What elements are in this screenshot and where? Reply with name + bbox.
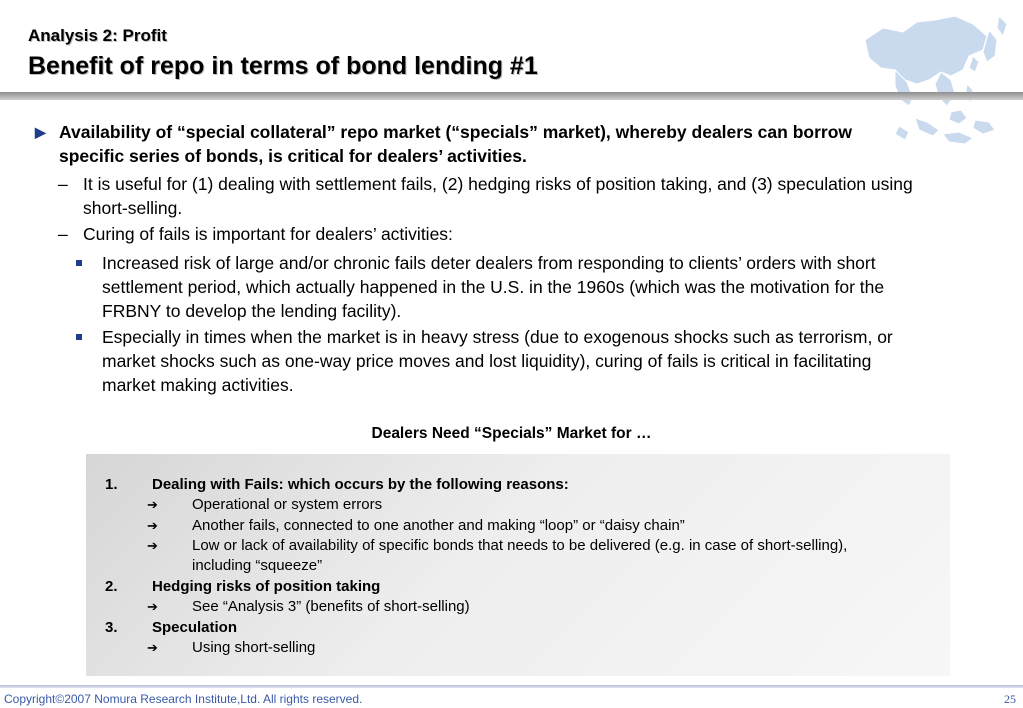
item-label: Dealing with Fails: which occurs by the following reasons:	[152, 476, 569, 493]
slide-subtitle: Analysis 2: Profit	[28, 26, 167, 45]
arrow-bullet-icon: ➔	[147, 497, 158, 512]
item-label: Speculation	[152, 619, 238, 636]
sub-bullet-text: It is useful for (1) dealing with settlement fails, (2) hedging risks of position taking, and (3) speculation using short-selling.	[83, 174, 913, 218]
dash-bullet-icon: –	[58, 174, 68, 194]
arrow-item-text: Another fails, connected to one another and making “loop” or “daisy chain”	[192, 517, 685, 534]
item-label: Hedging risks of position taking	[152, 578, 381, 595]
square-bullet-icon	[76, 260, 82, 266]
sub-bullet-text: Curing of fails is important for dealers’ activities:	[83, 224, 453, 244]
main-bullet-text: Availability of “special collateral” repo market (“specials” market), whereby dealers can borrow specific series of bonds, is critical for dealers’ activities.	[59, 122, 852, 166]
arrow-item	[147, 638, 902, 658]
page-number: 25	[1004, 692, 1016, 706]
arrow-item	[147, 516, 902, 536]
copyright-text: Copyright©2007 Nomura Research Institute,Ltd. All rights reserved.	[4, 692, 363, 706]
arrow-item	[147, 495, 902, 515]
sub-sub-bullet-text: Increased risk of large and/or chronic fails deter dealers from responding to clients’ orders with short settlement period, which actually happened in the U.S. in the 1960s (which was the motivation for the FRBNY to develop the lending facility).	[102, 253, 885, 321]
slide-title: Benefit of repo in terms of bond lending #1	[28, 52, 538, 80]
header-divider	[0, 92, 1023, 100]
arrow-item-text: See “Analysis 3” (benefits of short-selling)	[192, 598, 470, 615]
item-number: 2.	[105, 578, 118, 595]
item-number: 3.	[105, 619, 118, 636]
footer-divider	[0, 685, 1023, 688]
arrow-bullet-icon: ➔	[147, 518, 158, 533]
arrow-item-text: Using short-selling	[192, 639, 316, 656]
arrow-bullet-icon: ➔	[147, 640, 158, 655]
slide-header	[0, 0, 1023, 100]
arrow-bullet-icon: ➔	[147, 538, 158, 553]
specials-box	[86, 454, 950, 676]
sub-bullet	[58, 222, 923, 246]
arrow-item	[147, 536, 902, 576]
box-title: Dealers Need “Specials” Market for …	[371, 425, 652, 442]
item-number: 1.	[105, 476, 118, 493]
sub-bullet	[58, 172, 923, 220]
sub-sub-bullet-text: Especially in times when the market is in heavy stress (due to exogenous shocks such as terrorism, or market shocks such as one-way price moves and lost liquidity), curing of fails is critical in facilitating market making activities.	[102, 327, 893, 395]
sub-sub-bullet	[102, 325, 912, 397]
main-bullet	[35, 120, 899, 168]
triangle-bullet-icon: ▶	[35, 124, 46, 140]
square-bullet-icon	[76, 334, 82, 340]
dash-bullet-icon: –	[58, 224, 68, 244]
arrow-item	[147, 597, 902, 617]
arrow-item-text: Low or lack of availability of specific bonds that needs to be delivered (e.g. in case of short-selling), including “squeeze”	[192, 537, 848, 574]
arrow-item-text: Operational or system errors	[192, 496, 383, 513]
sub-sub-bullet	[102, 251, 912, 323]
arrow-bullet-icon: ➔	[147, 599, 158, 614]
